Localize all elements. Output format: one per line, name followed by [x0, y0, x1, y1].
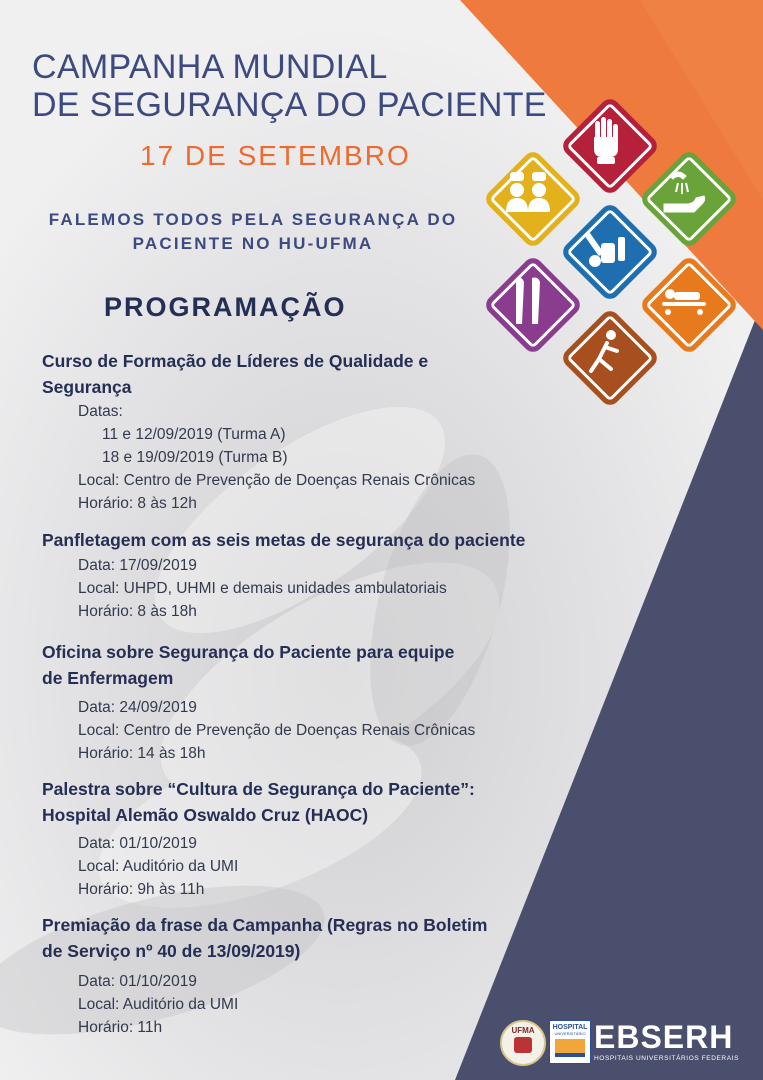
event-3-title	[42, 639, 522, 691]
falling-person-icon	[561, 309, 649, 397]
event-4-date: Data: 01/10/2019	[78, 835, 197, 852]
event-4-local: Local: Auditório da UMI	[78, 858, 239, 875]
tagline-line-2: PACIENTE NO HU-UFMA	[132, 234, 374, 253]
hand-stop-icon	[561, 97, 649, 185]
event-title-line: de Enfermagem	[42, 668, 174, 688]
event-3-date: Data: 24/09/2019	[78, 699, 197, 716]
people-talk-icon	[484, 150, 572, 238]
event-4-time: Horário: 9h às 11h	[78, 881, 205, 898]
legs-icon	[484, 256, 572, 344]
event-title-line: Hospital Alemão Oswaldo Cruz (HAOC)	[42, 805, 369, 825]
event-title-line: Curso de Formação de Líderes de Qualidade e	[42, 351, 429, 371]
event-title-line: de Serviço nº 40 de 13/09/2019)	[42, 941, 301, 961]
event-3-local: Local: Centro de Prevenção de Doenças Renais Crônicas	[78, 722, 476, 739]
event-2-local: Local: UHPD, UHMI e demais unidades ambulatoriais	[78, 580, 447, 597]
event-5-local: Local: Auditório da UMI	[78, 996, 239, 1013]
event-title-line: Premiação da frase da Campanha (Regras no Boletim	[42, 915, 488, 935]
event-2-title: Panfletagem com as seis metas de segurança do paciente	[42, 530, 526, 550]
event-1-time: Horário: 8 às 12h	[78, 495, 197, 512]
hospital-logo-subtext: UNIVERSITÁRIO	[554, 1031, 586, 1036]
event-1-dates-label: Datas:	[78, 403, 123, 420]
stretcher-icon	[640, 256, 728, 344]
tagline-line-1: FALEMOS TODOS PELA SEGURANÇA DO	[48, 210, 458, 229]
ufma-logo-text: UFMA	[511, 1026, 535, 1035]
medication-icon	[561, 203, 649, 291]
ufma-logo	[500, 1020, 546, 1066]
tagline	[38, 208, 468, 256]
event-1-date-a: 11 e 12/09/2019 (Turma A)	[102, 426, 286, 443]
event-4-title	[42, 776, 522, 828]
event-1-date-b: 18 e 19/09/2019 (Turma B)	[102, 449, 288, 466]
campaign-date: 17 DE SETEMBRO	[140, 140, 411, 171]
event-title-line: Segurança	[42, 377, 132, 397]
ebserh-logo-text: EBSERH	[594, 1019, 734, 1055]
event-5-date: Data: 01/10/2019	[78, 973, 197, 990]
handwash-icon	[640, 150, 728, 238]
event-5-title	[42, 912, 522, 964]
hospital-building-icon	[555, 1039, 585, 1057]
ebserh-logo	[594, 1020, 746, 1062]
event-3-time: Horário: 14 às 18h	[78, 745, 206, 762]
program-heading: PROGRAMAÇÃO	[104, 292, 347, 322]
event-title-line: Palestra sobre “Cultura de Segurança do Paciente”:	[42, 779, 475, 799]
event-1-title	[42, 348, 522, 400]
event-2-date: Data: 17/09/2019	[78, 557, 197, 574]
ufma-seal-icon	[514, 1037, 532, 1053]
title-line-2: DE SEGURANÇA DO PACIENTE	[32, 86, 547, 124]
event-2-time: Horário: 8 às 18h	[78, 603, 197, 620]
title-line-1: CAMPANHA MUNDIAL	[32, 48, 388, 86]
event-title-line: Oficina sobre Segurança do Paciente para equipe	[42, 642, 455, 662]
event-5-time: Horário: 11h	[78, 1019, 163, 1036]
hospital-logo-text: HOSPITAL	[552, 1024, 588, 1031]
ebserh-logo-subtext: HOSPITAIS UNIVERSITÁRIOS FEDERAIS	[594, 1055, 740, 1062]
event-1-local: Local: Centro de Prevenção de Doenças Renais Crônicas	[78, 472, 476, 489]
hospital-logo	[549, 1020, 591, 1064]
campaign-title	[32, 48, 547, 124]
